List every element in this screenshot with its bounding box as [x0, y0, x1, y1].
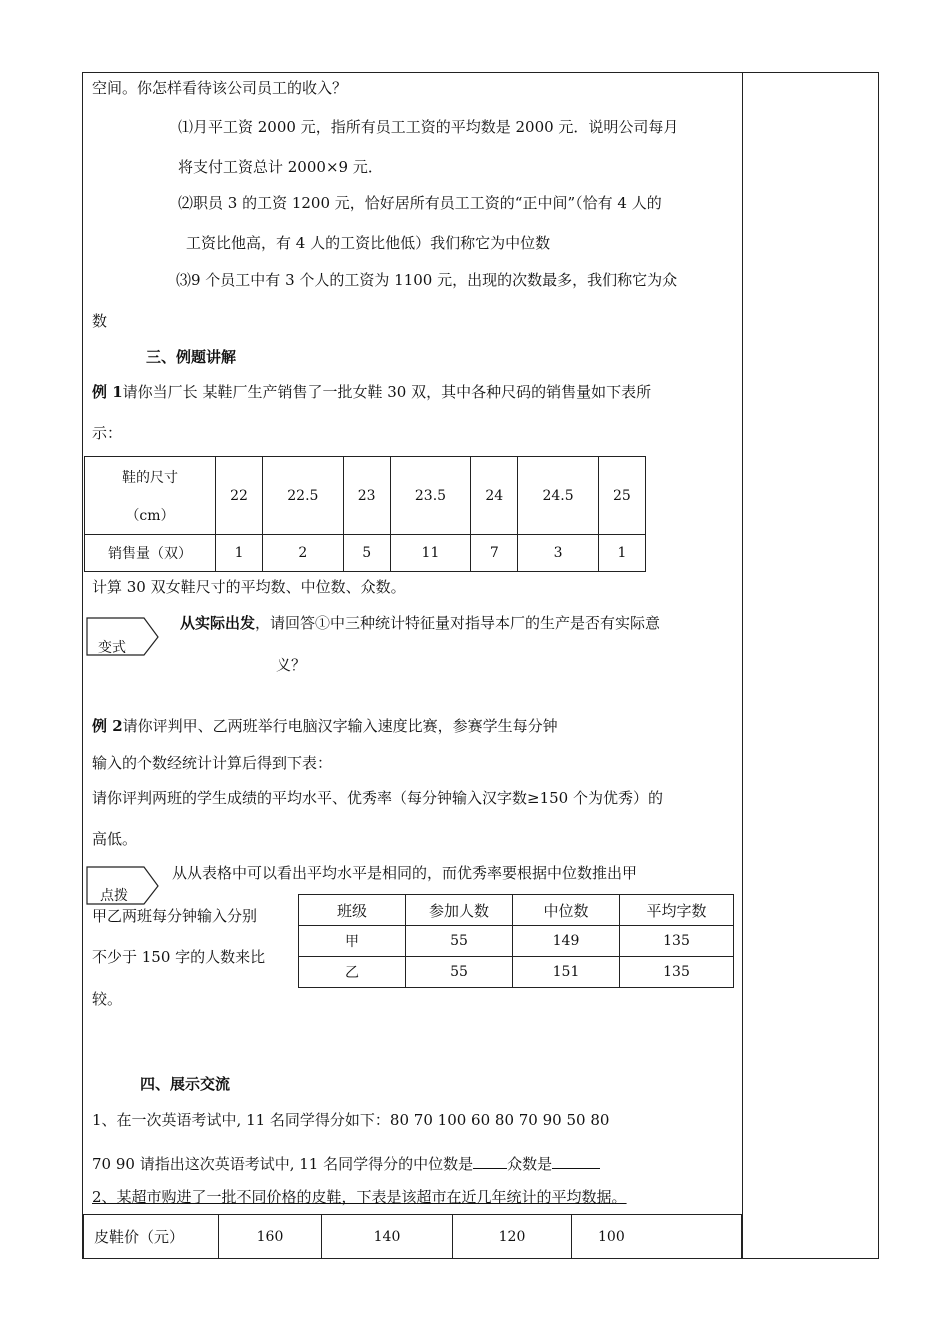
table-cell: 135	[620, 926, 734, 957]
intro-line: 空间。你怎样看待该公司员工的收入？	[92, 79, 348, 97]
example-2-body: 请你评判甲、乙两班举行电脑汉字输入速度比赛，参赛学生每分钟	[122, 717, 558, 735]
intro-p3b: 数	[92, 312, 108, 330]
hint-text-d: 较。	[92, 990, 123, 1008]
hint-text-a: 从从表格中可以看出平均水平是相同的，而优秀率要根据中位数推出甲	[172, 864, 638, 882]
intro-p3a: ⑶9 个员工中有 3 个人的工资为 1100 元，出现的次数最多，我们称它为众	[176, 271, 678, 289]
example-2-text-c: 请你评判两班的学生成绩的平均水平、优秀率（每分钟输入汉字数≥150 个为优秀）的	[92, 789, 663, 807]
section-3-heading: 三、例题讲解	[146, 348, 237, 366]
hint-text-c: 不少于 150 字的人数来比	[92, 948, 266, 966]
hint-tag-label: 点拨	[100, 888, 128, 904]
price-cell: 100	[572, 1215, 742, 1259]
intro-p1a: ⑴月平工资 2000 元，指所有员工工资的平均数是 2000 元．说明公司每月	[178, 118, 679, 136]
variant-text-a	[180, 613, 660, 633]
size-cell: 23.5	[390, 457, 471, 535]
variant-body: ，请回答①中三种统计特征量对指导本厂的生产是否有实际意	[255, 614, 661, 632]
column-separator	[742, 72, 743, 1259]
table-cell: 甲	[299, 926, 406, 957]
price-cell: 120	[453, 1215, 572, 1259]
table-cell: 135	[620, 957, 734, 988]
example-2-text-a	[92, 716, 558, 736]
variant-text-b: 义？	[276, 656, 307, 674]
size-cell: 24.5	[518, 457, 599, 535]
table-cell: 149	[513, 926, 620, 957]
variant-bold: 从实际出发	[180, 614, 256, 632]
price-cell: 160	[219, 1215, 322, 1259]
column-header: 参加人数	[406, 895, 513, 926]
size-header-label: 鞋的尺寸	[122, 469, 178, 486]
sales-cell: 1	[598, 535, 645, 572]
size-header-cell	[85, 457, 216, 535]
median-blank	[473, 1152, 507, 1169]
sales-cell: 1	[216, 535, 263, 572]
typing-contest-table	[298, 894, 734, 988]
price-label-cell: 皮鞋价（元）	[84, 1215, 219, 1259]
column-header: 班级	[299, 895, 406, 926]
sales-cell: 3	[518, 535, 599, 572]
example-1-label: 例 1	[92, 383, 123, 401]
example-2-text-b: 输入的个数经统计计算后得到下表：	[92, 754, 333, 772]
table-row	[299, 926, 734, 957]
size-cell: 23	[343, 457, 390, 535]
variant-tag-label: 变式	[98, 640, 126, 656]
example-1-text-b: 示：	[92, 424, 123, 442]
size-cell: 22	[216, 457, 263, 535]
table-cell: 55	[406, 926, 513, 957]
question-1-line-a: 1、在一次英语考试中, 11 名同学得分如下：80 70 100 60 80 70 90 50 80	[92, 1111, 610, 1129]
sales-cell: 7	[471, 535, 518, 572]
question-1-median-prompt: 70 90 请指出这次英语考试中, 11 名同学得分的中位数是	[92, 1155, 474, 1173]
intro-p2b: 工资比他高，有 4 人的工资比他低）我们称它为中位数	[186, 234, 551, 252]
shoe-price-table	[83, 1214, 742, 1259]
size-header-unit: （cm）	[125, 507, 175, 524]
intro-p1b: 将支付工资总计 2000×9 元．	[178, 158, 383, 176]
example-2-text-d: 高低。	[92, 830, 138, 848]
hint-text-b: 甲乙两班每分钟输入分别	[92, 907, 258, 925]
sales-cell: 11	[390, 535, 471, 572]
size-cell: 25	[598, 457, 645, 535]
table-cell: 乙	[299, 957, 406, 988]
shoe-size-table	[84, 456, 646, 572]
column-header: 平均字数	[620, 895, 734, 926]
table-cell: 151	[513, 957, 620, 988]
question-2-text: 2、某超市购进了一批不同价格的皮鞋，下表是该超市在近几年统计的平均数据。	[92, 1188, 627, 1206]
sales-label-cell: 销售量（双）	[85, 535, 216, 572]
question-1-line-b	[92, 1152, 600, 1174]
size-cell: 22.5	[263, 457, 344, 535]
example-1-text-a	[92, 382, 651, 402]
sales-cell: 5	[343, 535, 390, 572]
example-2-label: 例 2	[92, 717, 123, 735]
mode-blank	[552, 1152, 600, 1169]
question-1-mode-prompt: 众数是	[507, 1155, 553, 1173]
example-1-question: 计算 30 双女鞋尺寸的平均数、中位数、众数。	[92, 578, 406, 596]
table-row	[299, 957, 734, 988]
sales-cell: 2	[263, 535, 344, 572]
price-cell: 140	[322, 1215, 453, 1259]
column-header: 中位数	[513, 895, 620, 926]
section-4-heading: 四、展示交流	[140, 1075, 231, 1093]
intro-p2a: ⑵职员 3 的工资 1200 元，恰好居所有员工工资的“正中间”（恰有 4 人的	[178, 194, 662, 212]
table-cell: 55	[406, 957, 513, 988]
example-1-body: 请你当厂长 某鞋厂生产销售了一批女鞋 30 双，其中各种尺码的销售量如下表所	[122, 383, 652, 401]
size-cell: 24	[471, 457, 518, 535]
